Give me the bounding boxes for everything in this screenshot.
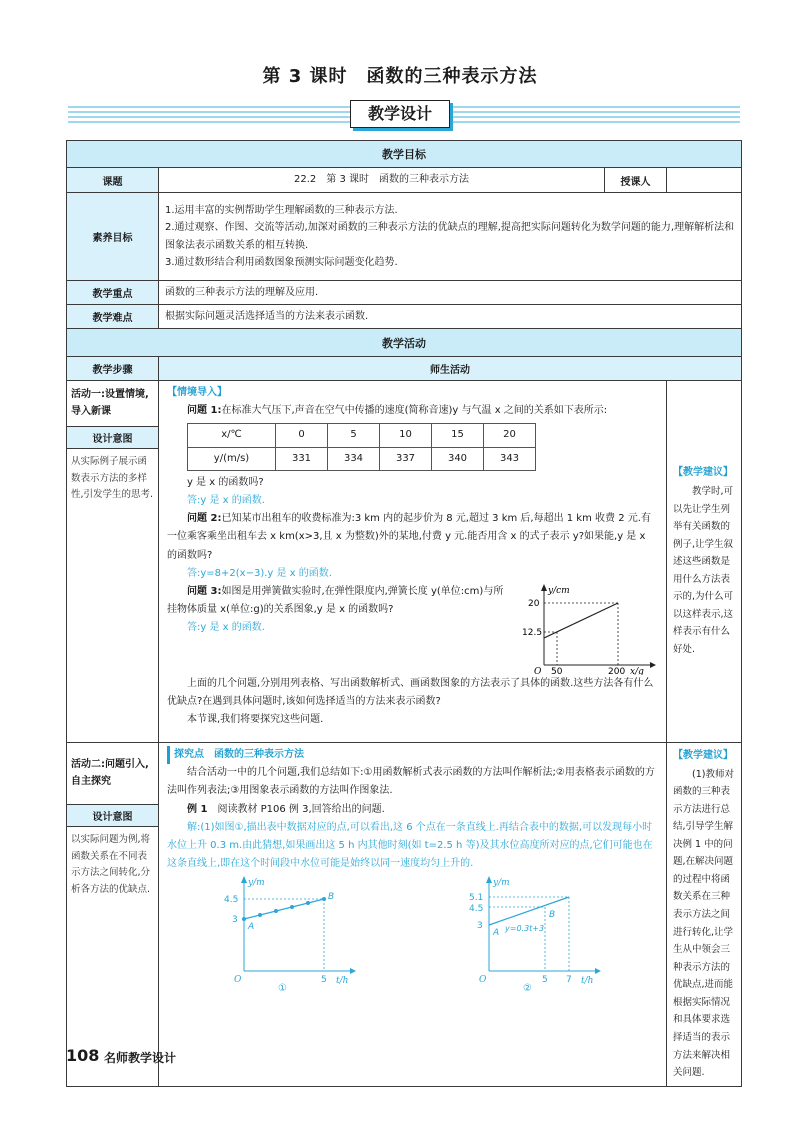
water-level-line (244, 899, 324, 919)
question3-text: 如图是用弹簧做实验时,在弹性限度内,弹簧长度 y(单位:cm)与所挂物体质量 x(单位:g)的关系图象,y 是 x 的函数吗? (167, 585, 504, 616)
data-point (306, 901, 310, 905)
suggestion-title: 【教学建议】 (673, 467, 733, 479)
x-unit: x/g (630, 666, 644, 675)
spring-graph (518, 583, 658, 675)
point-a-label: A (247, 922, 254, 933)
activity1-step (67, 381, 159, 743)
y-tick-label: 20 (528, 598, 540, 609)
origin-label: O (534, 666, 542, 675)
literacy-list (159, 193, 742, 281)
difficult-point-label: 教学难点 (67, 305, 159, 329)
y-tick-label: 5.1 (469, 893, 484, 904)
activity2-content (159, 743, 667, 1087)
table-cell: 331 (276, 447, 328, 470)
suggestion-text: (1)教师对函数的三种表示方法进行总结,引导学生解决例 1 中的问题,在解决问题的过程中将函数关系在三种表示方法之间进行转化,让学生从中领会三种表示方法的优缺点,进而能根据实际情况和具体要求选择适当的表示方法来解决相关问题. (673, 768, 734, 1079)
steps-label: 教学步骤 (67, 357, 159, 381)
question1-label: 问题 1: (187, 405, 222, 417)
figure-1 (220, 875, 360, 993)
explore-point-title: 探究点 函数的三种表示方法 (167, 746, 304, 764)
literacy-item: 3.通过数形结合利用函数图象预测实际问题变化趋势. (165, 257, 398, 268)
x-tick-label: 5 (320, 975, 327, 986)
point-b-label: B (327, 892, 334, 903)
y-tick-label: 3 (477, 921, 483, 932)
origin-label: O (233, 975, 242, 986)
objectives-header: 教学目标 (67, 141, 742, 168)
lecturer-label: 授课人 (605, 168, 667, 193)
y-tick-label: 4.5 (469, 904, 484, 915)
literacy-item: 2.通过观察、作图、交流等活动,加深对函数的三种表示方法的优缺点的理解,提高把实际问题转化为数学问题的能力,理解解析法和图象法表示函数关系的相互转换. (165, 222, 735, 251)
point-b-label: B (549, 910, 556, 921)
data-point (274, 909, 278, 913)
y-tick-label: 4.5 (223, 895, 239, 906)
difficult-point-value: 根据实际问题灵活选择适当的方法来表示函数. (159, 305, 742, 329)
x-tick-label: 200 (608, 666, 626, 675)
spring-line (544, 603, 618, 638)
x-axis-arrow-icon (650, 662, 656, 668)
question2-answer: 答:y=8+2(x−3).y 是 x 的函数. (187, 567, 332, 579)
question2-text: 已知某市出租车的收费标准为:3 km 内的起步价为 8 元,超过 3 km 后,每超出 1 km 收费 2 元.有一位乘客乘坐出租车去 x km(x>3,且 x 为整数)外的某地,付费 y 元.能否用含 x 的式子表示 y?如果能,y 是 x 的函数吗? (167, 513, 651, 561)
x-axis-arrow-icon (595, 968, 601, 974)
table-cell: 343 (484, 447, 536, 470)
x-unit: t/h (581, 976, 594, 987)
figure-caption: ① (277, 983, 287, 994)
teacher-student-label: 师生活动 (159, 357, 742, 381)
key-point-label: 教学重点 (67, 281, 159, 305)
table-cell: 0 (276, 424, 328, 447)
table-cell: 337 (380, 447, 432, 470)
example-label: 例 1 (187, 803, 208, 815)
x-axis-arrow-icon (350, 968, 356, 974)
literacy-item: 1.运用丰富的实例帮助学生理解函数的三种表示方法. (165, 204, 398, 216)
three-methods-text: 结合活动一中的几个问题,我们总结如下:①用函数解析式表示函数的方法叫作解析法;②用表格表示函数的方法叫作列表法;③用图象表示函数的方法叫作图象法. (167, 767, 655, 797)
question1-text: 在标准大气压下,声音在空气中传播的速度(简称音速)y 与气温 x 之间的关系如下表所示: (221, 405, 608, 417)
example-solution: 解:(1)如图①,描出表中数据对应的点,可以看出,这 6 个点在一条直线上.再结合表中的数据,可以发现每小时水位上升 0.3 m.由此猜想,如果画出这 5 h 内其他时刻(如 t=2.5 h 等)及其水位高度所对应的点,它们可能也在这条直线上,即在这个时间段中水位可能是始终以同一速度均匀上升的. (167, 821, 653, 870)
data-point (290, 905, 294, 909)
x-tick-label: 5 (542, 975, 548, 986)
line-equation: y=0.3t+3 (505, 924, 545, 934)
activity2-title: 活动二:问题引入,自主探究 (71, 759, 149, 787)
design-intent-label: 设计意图 (67, 426, 158, 449)
lecturer-value (667, 168, 742, 193)
topic-value: 22.2 第 3 课时 函数的三种表示方法 (159, 168, 605, 193)
key-point-value: 函数的三种表示方法的理解及应用. (159, 281, 742, 305)
table-cell: 20 (484, 424, 536, 447)
literacy-label: 素养目标 (67, 193, 159, 281)
activity1-content (159, 381, 667, 743)
figure-2 (465, 875, 605, 993)
activity1-title: 活动一:设置情境,导入新课 (71, 389, 149, 417)
point-a-label: A (493, 928, 500, 939)
page-number: 108 (66, 1046, 100, 1065)
y-axis-arrow-icon (486, 876, 492, 883)
table-cell: x/℃ (188, 424, 276, 447)
table-cell: 334 (328, 447, 380, 470)
section-banner: 教学设计 (350, 100, 450, 128)
x-tick-label: 7 (566, 975, 572, 986)
suggestion-title: 【教学建议】 (673, 750, 733, 761)
table-cell: 5 (328, 424, 380, 447)
topic-label: 课题 (67, 168, 159, 193)
question3-answer: 答:y 是 x 的函数. (187, 622, 265, 634)
activity1-intent: 从实际例子展示函数表示方法的多样性,引发学生的思考. (71, 456, 154, 501)
activity2-intent: 以实际问题为例,将函数关系在不同表示方法之间转化,分析各方法的优缺点. (71, 834, 151, 895)
question2-label: 问题 2: (187, 513, 222, 525)
y-axis-arrow-icon (241, 876, 247, 883)
question1-ask: y 是 x 的函数吗? (187, 476, 264, 488)
table-cell: y/(m/s) (188, 447, 276, 470)
y-tick-label: 12.5 (522, 627, 543, 638)
page-title: 第 3 课时 函数的三种表示方法 (262, 66, 538, 87)
figure-caption: ② (523, 983, 533, 994)
summary-text: 上面的几个问题,分别用列表格、写出函数解析式、画函数图象的方法表示了具体的函数.这些方法各有什么优缺点?在遇到具体问题时,该如何选择适当的方法来表示函数? (167, 677, 654, 708)
x-unit: t/h (335, 976, 349, 987)
suggestion-text: 教学时,可以先让学生列举有关函数的例子,让学生叙述这些函数是用什么方法表示的,为什么可以这样表示,这样表示有什么好处. (673, 485, 734, 655)
y-axis-arrow-icon (541, 584, 547, 591)
situation-intro-title: 【情境导入】 (167, 387, 227, 398)
table-cell: 15 (432, 424, 484, 447)
design-intent-label: 设计意图 (67, 804, 158, 827)
table-cell: 340 (432, 447, 484, 470)
y-unit: y/cm (548, 585, 570, 596)
activity2-step (67, 743, 159, 1087)
data-point (258, 913, 262, 917)
book-title: 名师教学设计 (104, 1051, 177, 1065)
activities-header: 教学活动 (67, 329, 742, 357)
x-tick-label: 50 (551, 666, 563, 675)
data-point (322, 897, 326, 901)
lesson-table (66, 140, 742, 1087)
y-tick-label: 3 (231, 915, 238, 926)
y-unit: y/m (493, 878, 510, 889)
data-point (242, 917, 246, 921)
origin-label: O (479, 975, 487, 986)
y-unit: y/m (247, 878, 265, 889)
activity1-suggestion (667, 381, 742, 743)
sound-speed-table (187, 423, 536, 470)
example-text: 阅读教材 P106 例 3,回答给出的问题. (217, 803, 385, 815)
question3-label: 问题 3: (187, 585, 222, 597)
table-cell: 10 (380, 424, 432, 447)
summary-text-2: 本节课,我们将要探究这些问题. (187, 714, 324, 726)
question1-answer: 答:y 是 x 的函数. (187, 494, 265, 506)
activity2-suggestion (667, 743, 742, 1087)
water-level-line (489, 897, 569, 925)
